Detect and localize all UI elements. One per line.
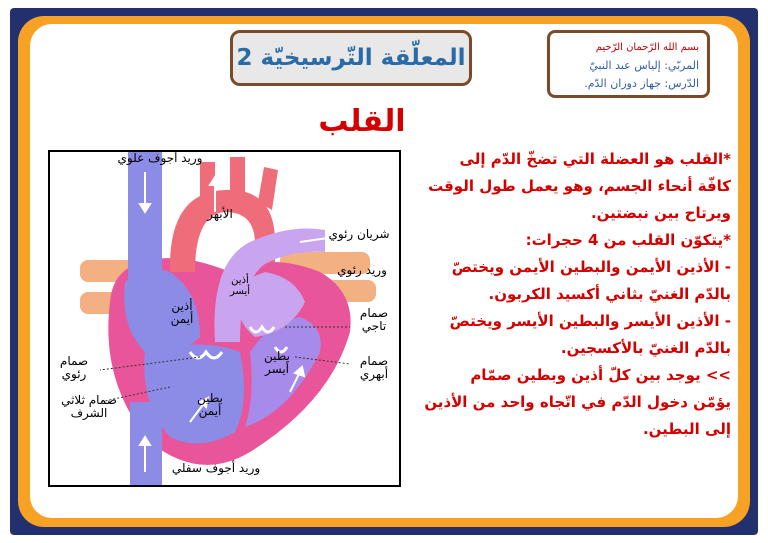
page-title: القلب bbox=[318, 104, 406, 139]
label-pulmonary-valve: صمام رئوي bbox=[59, 354, 89, 381]
body-line: بالدّم الغنيّ بثاني أكسيد الكربون. bbox=[488, 285, 731, 303]
label-left-atrium: أذين أيسر bbox=[230, 275, 250, 297]
heart-diagram bbox=[48, 150, 401, 487]
label-tricuspid-valve: صمام ثلاثي الشرف bbox=[61, 393, 117, 420]
body-line: - الأذين الأيسر والبطين الأيسر ويختصّ bbox=[449, 312, 731, 330]
label-right-atrium: أذين أيمن bbox=[170, 299, 194, 326]
body-line: *يتكوّن القلب من 4 حجرات: bbox=[525, 231, 731, 249]
body-line: بالدّم الغنيّ بالأكسجين. bbox=[560, 339, 731, 357]
body-line: - الأذين الأيمن والبطين الأيمن ويختصّ bbox=[451, 258, 731, 276]
teacher-text: المربّي: إلياس عبد النبيّ bbox=[589, 59, 699, 72]
body-line: كافّة أنحاء الجسم، وهو يعمل طول الوقت bbox=[428, 177, 731, 195]
label-inferior-vena-cava: وريد أجوف سفلي bbox=[171, 461, 261, 475]
header-title: المعلّقة التّرسيخيّة 2 bbox=[236, 45, 466, 71]
label-pulmonary-vein: وريد رئوي bbox=[337, 263, 387, 277]
info-box bbox=[547, 30, 710, 98]
body-line: يؤمّن دخول الدّم في اتّجاه واحد من الأذين bbox=[424, 393, 731, 411]
basmala-text: بسم الله الرّحمان الرّحيم bbox=[595, 42, 699, 53]
label-aortic-valve: صمام أبهري bbox=[359, 354, 389, 381]
body-line: *القلب هو العضلة التي تضخّ الدّم إلى bbox=[459, 150, 731, 168]
label-pulmonary-artery: شريان رئوي bbox=[328, 227, 390, 241]
body-line: >> يوجد بين كلّ أذين وبطين صمّام bbox=[470, 366, 731, 384]
label-aorta: الأبهر bbox=[207, 207, 233, 221]
lesson-text: الدّرس: جهاز دوران الدّم. bbox=[584, 77, 699, 90]
label-mitral-valve: صمام تاجي bbox=[359, 306, 389, 333]
body-text bbox=[405, 146, 731, 476]
label-superior-vena-cava: وريد أجوف علوي bbox=[117, 151, 203, 165]
body-line: ويرتاح بين نبضتين. bbox=[590, 204, 731, 222]
title-box bbox=[230, 30, 472, 86]
label-right-ventricle: بطين أيمن bbox=[197, 391, 223, 418]
label-left-ventricle: بطين أيسر bbox=[264, 349, 290, 376]
heart-illustration bbox=[50, 152, 399, 485]
body-line: إلى البطين. bbox=[642, 420, 731, 438]
